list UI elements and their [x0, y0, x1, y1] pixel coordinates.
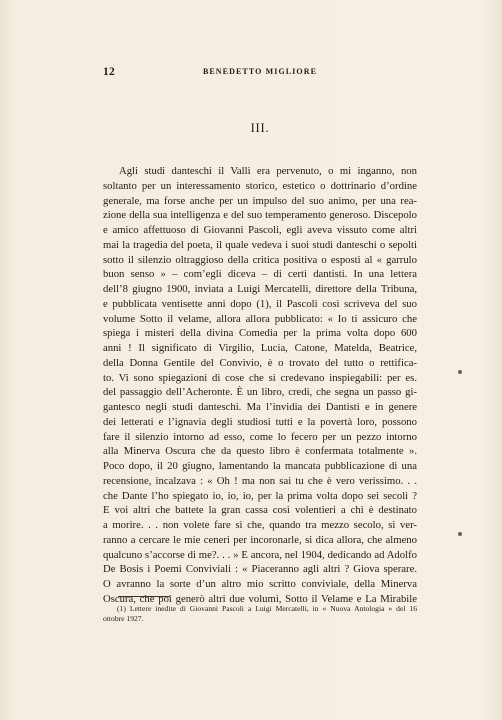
text-line: generale, ma forse anche per un impulso del suo animo, per una rea-	[103, 194, 417, 207]
text-line: mai la tragedia del poeta, il quale vedeva i suoi studi danteschi o sepolti	[103, 238, 417, 251]
body-paragraph	[103, 164, 417, 607]
footnote-line: (1) Lettere inedite di Giovanni Pascoli a Luigi Mercatelli, in « Nuova Antologia » del 16	[117, 604, 417, 613]
text-line: sotto il silenzio oltraggioso della critica positiva o esposti al « garrulo	[103, 253, 417, 266]
text-line: spiega i misteri della divina Comedia per la prima volta dopo 600	[103, 327, 417, 340]
text-line: De Bosis i Poemi Conviviali : « Piaceranno agli altri ? Giova sperare.	[103, 563, 417, 576]
text-line: a morire. . . non volete fare sì che, quando tra mezzo secolo, si ver-	[103, 519, 417, 531]
running-header-author: BENEDETTO MIGLIORE	[202, 67, 318, 76]
text-line: della Donna Gentile del Convivio, è o trovato del tutto o rettifica-	[103, 356, 417, 369]
text-line: alla Minerva Oscura che da questo libro è confermata totalmente ».	[103, 445, 417, 458]
text-line: O avranno la sorte d’un altro mio scritto conviviale, della Minerva	[103, 578, 417, 590]
text-line: gantesco negli studi danteschi. Ma l’invidia dei Dantisti e in genere	[103, 401, 417, 413]
text-line: qualcuno s’accorse di me?. . . » E ancora, nel 1904, dedicando ad Adolfo	[103, 548, 417, 561]
text-line: che Dante l’ho spiegato io, io, io, per la prima volta dopo sei secoli ?	[103, 489, 417, 502]
text-line: buon senso » – com’egli diceva – di certi dantisti. In una lettera	[103, 268, 417, 281]
text-line: to. Vi sono spiegazioni di cose che si credevano inspiegabili: per es.	[103, 371, 417, 384]
page-number: 12	[103, 66, 116, 78]
margin-dot	[458, 370, 462, 374]
footnote-divider	[118, 596, 170, 597]
text-line: del passaggio dell’Acheronte. È un libro, credi, che segna un passo gi-	[103, 386, 417, 399]
running-header	[103, 66, 417, 80]
text-line: volume Sotto il velame, allora allora pubblicato: « Io ti assicuro che	[103, 312, 417, 325]
text-line: e pubblicata ventisette anni dopo (1), il Pascoli così scriveva del suo	[103, 297, 417, 310]
text-line: ranno a cercare le mie ceneri per incoronarle, si dica allora, che almeno	[103, 533, 417, 546]
footnote	[103, 604, 417, 624]
text-line: Poco dopo, il 20 giugno, lamentando la mancata pubblicazione di una	[103, 460, 417, 472]
text-line: Agli studi danteschi il Valli era pervenuto, o mi inganno, non	[119, 165, 417, 177]
text-line: fare il silenzio intorno ad esso, come lo fecero per un pezzo intorno	[103, 430, 417, 443]
text-line: dei letterati e l’ignavia degli studiosi tutti e la povertà loro, possono	[103, 415, 417, 428]
section-heading: III.	[250, 121, 270, 135]
text-line: zione della sua intelligenza e del suo temperamento generoso. Discepolo	[103, 209, 417, 222]
text-line: recensione, incalzava : « Oh ! ma non sai tu che è vero verissimo. . .	[103, 474, 417, 487]
margin-dot	[458, 532, 462, 536]
footnote-line: ottobre 1927.	[103, 614, 144, 623]
text-line: soltanto per un interessamento storico, estetico o dottrinario d’ordine	[103, 179, 417, 192]
text-line: anni ! Il significato di Virgilio, Lucia, Catone, Matelda, Beatrice,	[103, 342, 417, 354]
text-line: E voi altri che battete la gran cassa così volentieri a chi è destinato	[103, 504, 417, 517]
text-line: e amico affettuoso di Giovanni Pascoli, egli aveva vissuto come altri	[103, 224, 417, 236]
text-line: dell’8 giugno 1900, inviata a Luigi Mercatelli, direttore della Tribuna,	[103, 283, 417, 295]
text-line: Oscura, che poi generò altri due volumi, Sotto il Velame e La Mirabile	[103, 592, 417, 605]
